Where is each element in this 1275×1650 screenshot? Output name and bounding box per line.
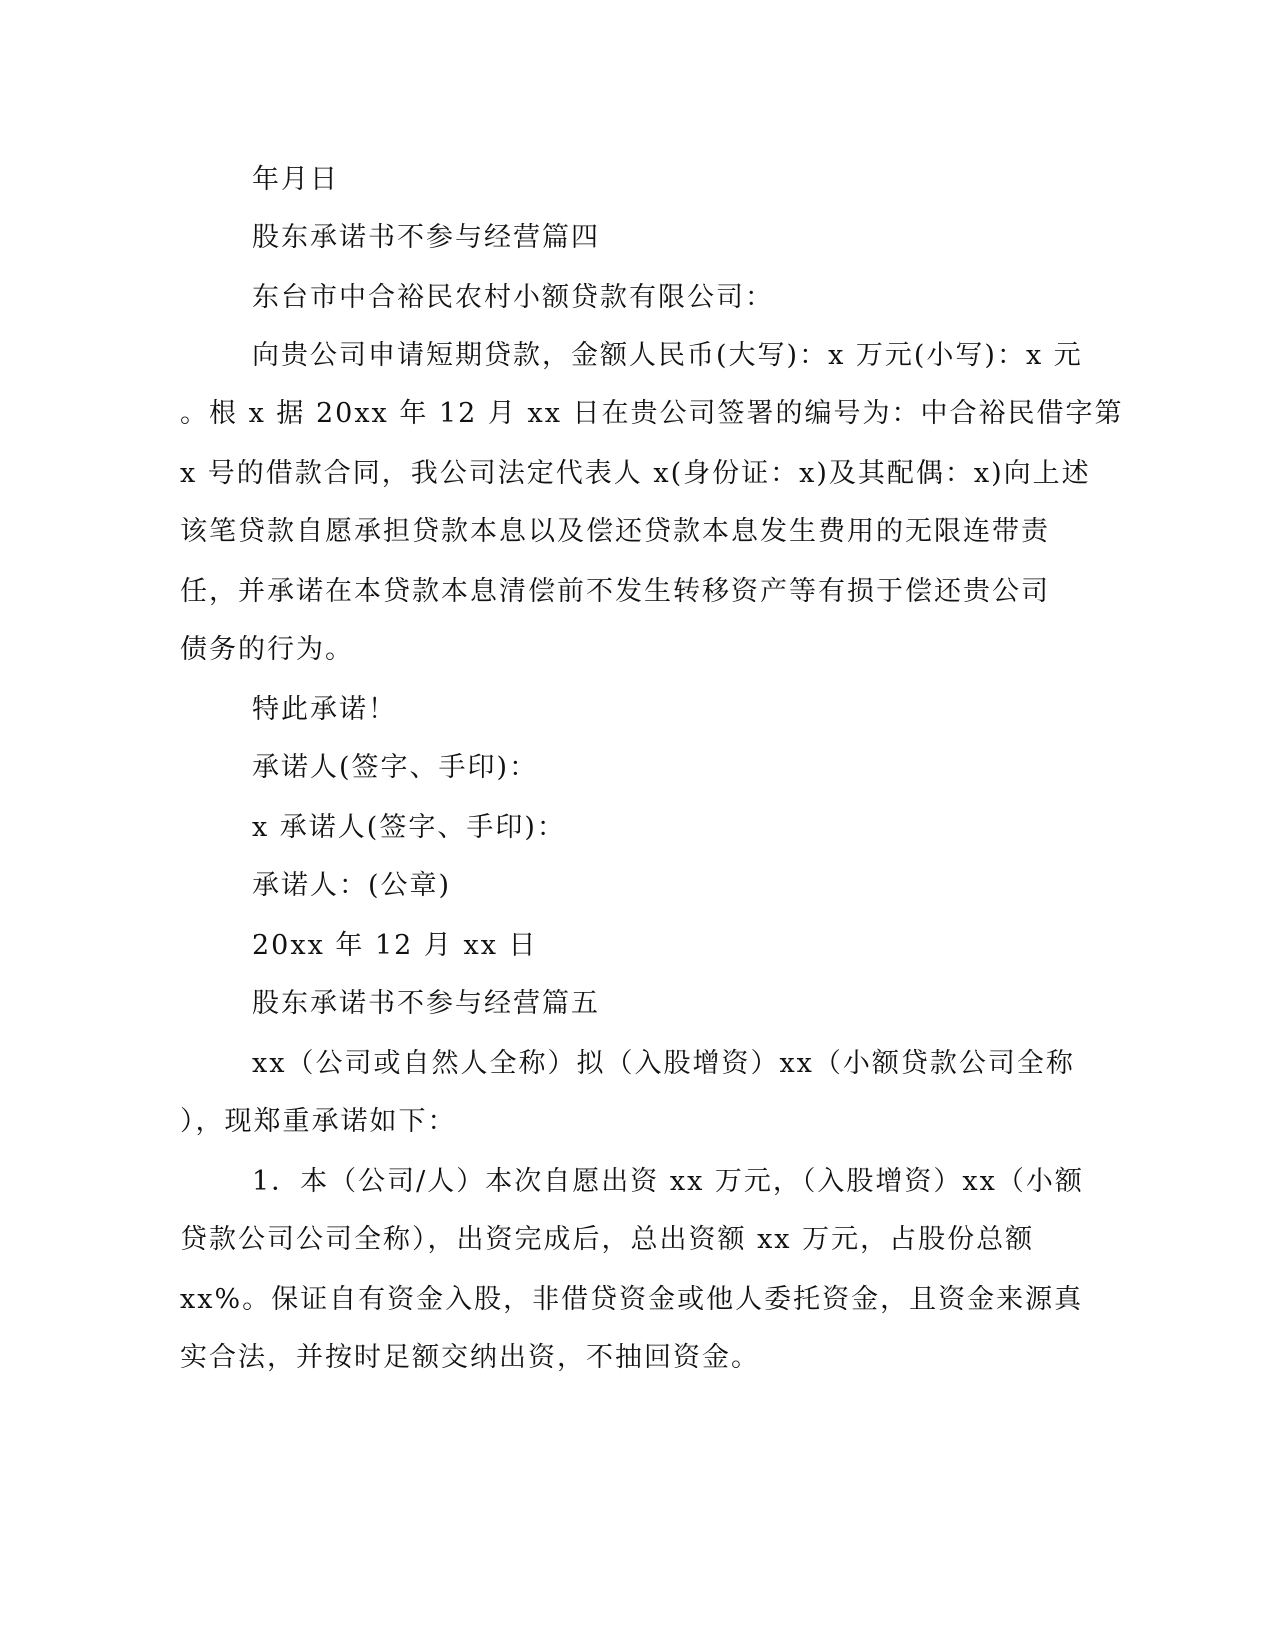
body-paragraph-line: x 号的借款合同，我公司法定代表人 x(身份证：x)及其配偶：x)向上述 <box>180 458 1091 489</box>
body-paragraph-line: 债务的行为。 <box>180 634 354 665</box>
section-heading-4: 股东承诺书不参与经营篇四 <box>252 222 600 253</box>
body-paragraph-line: ），现郑重承诺如下： <box>180 1106 457 1137</box>
seal-line: 承诺人：(公章) <box>252 870 452 901</box>
date-placeholder-line: 年月日 <box>252 164 339 195</box>
addressee-line: 东台市中合裕民农村小额贷款有限公司： <box>252 282 774 313</box>
body-paragraph-line: 任，并承诺在本贷款本息清偿前不发生转移资产等有损于偿还贵公司 <box>180 576 1050 607</box>
numbered-item-line: 贷款公司公司全称），出资完成后，总出资额 xx 万元，占股份总额 <box>180 1224 1035 1255</box>
numbered-item-line: 1．本（公司/人）本次自愿出资 xx 万元，（入股增资）xx（小额 <box>252 1166 1084 1197</box>
numbered-item-line: 实合法，并按时足额交纳出资，不抽回资金。 <box>180 1342 760 1373</box>
closing-statement: 特此承诺！ <box>252 694 397 725</box>
body-paragraph-line: xx（公司或自然人全称）拟（入股增资）xx（小额贷款公司全称 <box>252 1048 1075 1079</box>
body-paragraph-line: 该笔贷款自愿承担贷款本息以及偿还贷款本息发生费用的无限连带责 <box>180 516 1050 547</box>
body-paragraph-line: 。根 x 据 20xx 年 12 月 xx 日在贵公司签署的编号为：中合裕民借字第 <box>180 398 1124 429</box>
signature-line: 承诺人(签字、手印)： <box>252 752 539 783</box>
body-paragraph-line: 向贵公司申请短期贷款，金额人民币(大写)：x 万元(小写)：x 元 <box>252 340 1083 371</box>
signed-date: 20xx 年 12 月 xx 日 <box>252 930 538 961</box>
section-heading-5: 股东承诺书不参与经营篇五 <box>252 988 600 1019</box>
numbered-item-line: xx%。保证自有资金入股，非借贷资金或他人委托资金，且资金来源真 <box>180 1284 1084 1315</box>
signature-line: x 承诺人(签字、手印)： <box>252 812 566 843</box>
